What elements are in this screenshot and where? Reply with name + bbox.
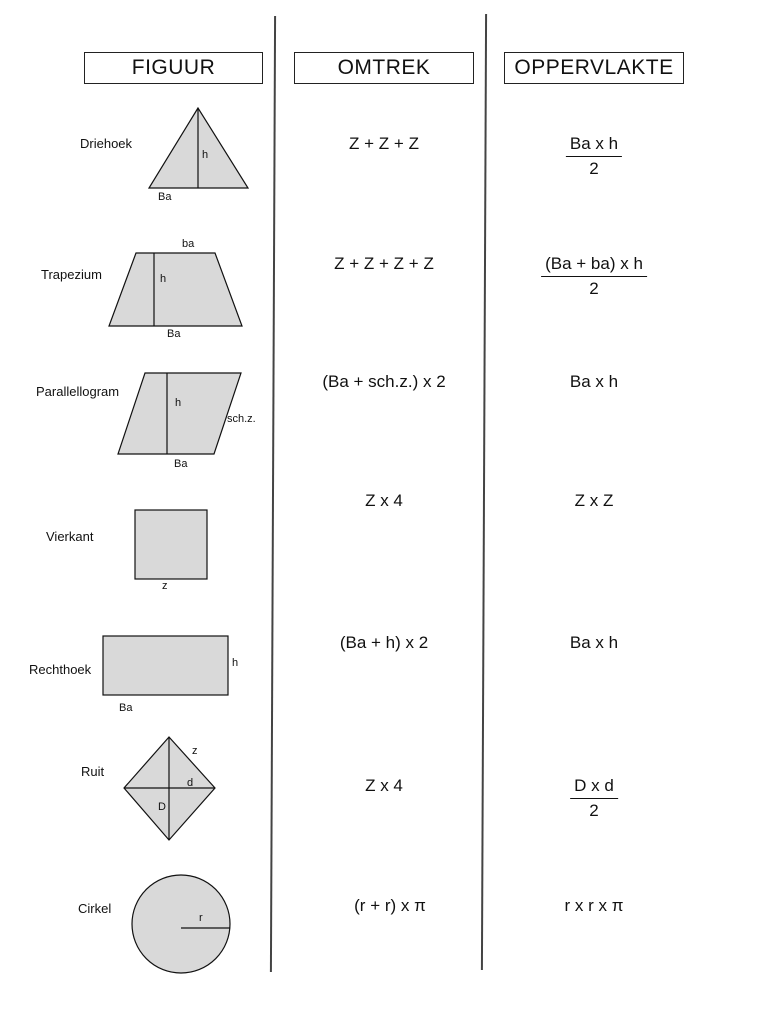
- shape-name-rectangle: Rechthoek: [29, 662, 92, 677]
- area-triangle-numerator: Ba x h: [566, 134, 622, 157]
- area-square: Z x Z: [574, 491, 614, 510]
- trapezium-height-label: h: [160, 273, 167, 285]
- triangle-base-label: Ba: [158, 191, 172, 203]
- header-figure-label: FIGUUR: [131, 56, 216, 79]
- trapezium-figure: [109, 238, 242, 340]
- rectangle-base-label: Ba: [119, 702, 133, 714]
- area-rectangle: Ba x h: [569, 633, 619, 652]
- area-rhombus-denominator: 2: [589, 801, 599, 820]
- shape-name-parallelogram: Parallellogram: [36, 384, 120, 399]
- perimeter-square: Z x 4: [365, 491, 403, 510]
- parallelogram-height-label: h: [175, 397, 182, 409]
- circle-radius-label: r: [199, 912, 203, 924]
- shape-name-square: Vierkant: [46, 529, 94, 544]
- parallelogram-figure: [118, 373, 256, 470]
- perimeter-triangle: Z + Z + Z: [349, 134, 419, 153]
- perimeter-parallelogram: (Ba + sch.z.) x 2: [322, 372, 446, 391]
- rectangle-figure: [103, 636, 238, 714]
- circle-figure: [132, 875, 230, 973]
- triangle-figure: [149, 108, 248, 203]
- area-rhombus-numerator: D x d: [570, 776, 618, 799]
- triangle-height-label: h: [202, 149, 209, 161]
- area-parallelogram: Ba x h: [569, 372, 619, 391]
- perimeter-circle: (r + r) x π: [354, 896, 426, 915]
- area-trapezium: [541, 254, 647, 299]
- parallelogram-side-label: sch.z.: [227, 413, 256, 425]
- rhombus-small-diagonal-label: d: [187, 777, 194, 789]
- rhombus-large-diagonal-label: D: [158, 801, 166, 813]
- area-trapezium-denominator: 2: [589, 279, 599, 298]
- perimeter-rhombus: Z x 4: [365, 776, 403, 795]
- trapezium-top-label: ba: [182, 238, 195, 250]
- area-triangle-denominator: 2: [589, 159, 599, 178]
- square-side-label: z: [162, 580, 168, 592]
- trapezium-base-label: Ba: [167, 328, 181, 340]
- rhombus-side-label: z: [192, 745, 198, 757]
- area-trapezium-numerator: (Ba + ba) x h: [541, 254, 647, 277]
- rectangle-height-label: h: [232, 657, 239, 669]
- shape-name-trapezium: Trapezium: [41, 267, 102, 282]
- area-circle: r x r x π: [564, 896, 624, 915]
- square-figure: [135, 510, 207, 592]
- perimeter-trapezium: Z + Z + Z + Z: [334, 254, 434, 273]
- perimeter-rectangle: (Ba + h) x 2: [339, 633, 429, 652]
- area-triangle: [566, 134, 622, 179]
- rhombus-figure: [124, 737, 215, 840]
- area-rhombus: [570, 776, 618, 821]
- header-perimeter-label: OMTREK: [337, 56, 431, 79]
- shape-name-rhombus: Ruit: [81, 764, 105, 779]
- shape-name-triangle: Driehoek: [80, 136, 133, 151]
- header-area-label: OPPERVLAKTE: [514, 56, 674, 79]
- shape-name-circle: Cirkel: [78, 901, 112, 916]
- parallelogram-base-label: Ba: [174, 458, 188, 470]
